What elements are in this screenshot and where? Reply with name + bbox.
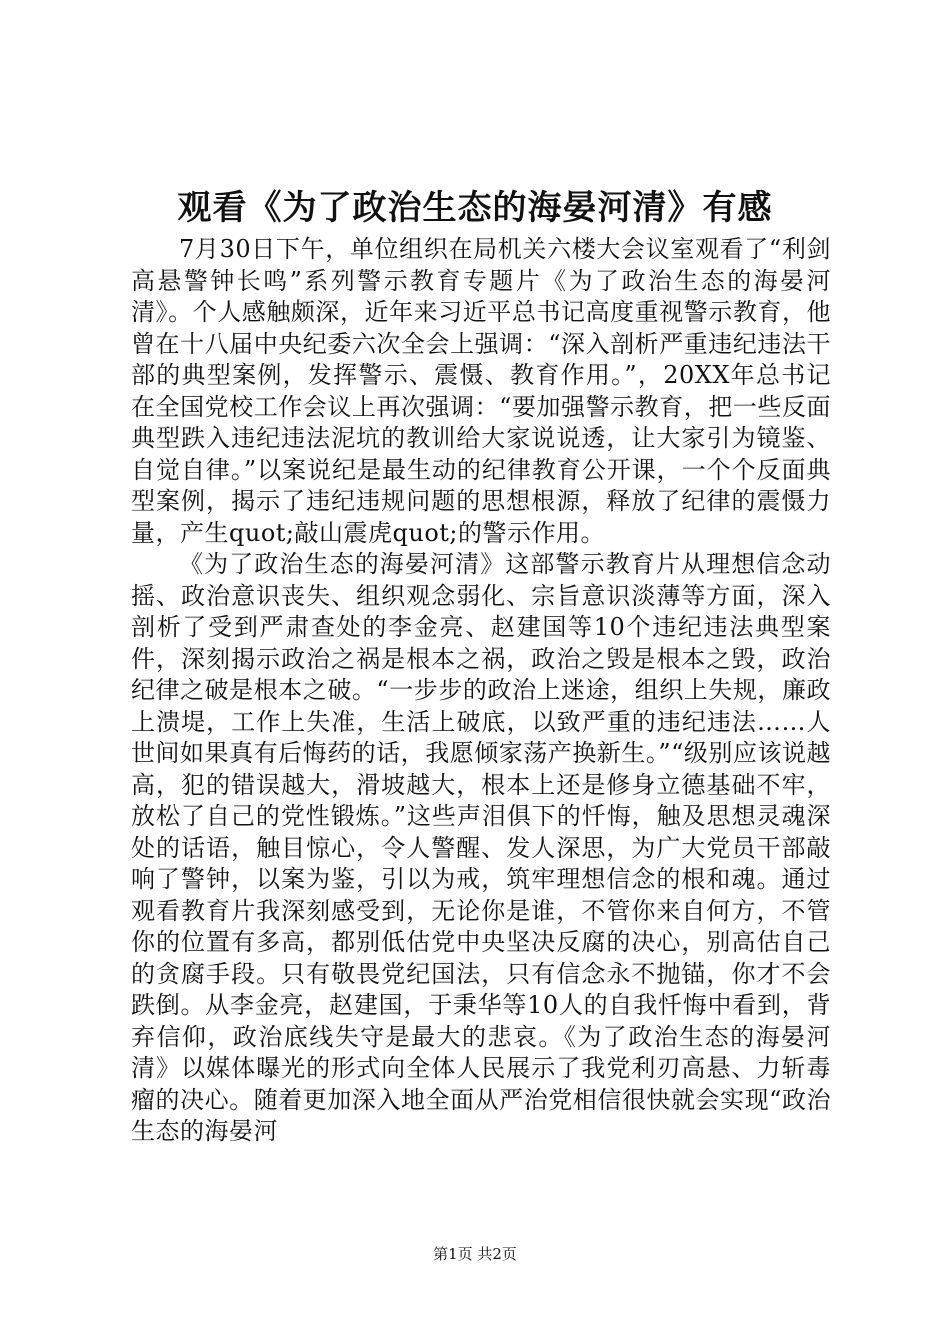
paragraph-2: 《为了政治生态的海晏河清》这部警示教育片从理想信念动摇、政治意识丧失、组织观念弱化、宗旨意识淡薄等方面，深入剖析了受到严肃查处的李金亮、赵建国等10个违纪违法典型案件，深刻揭示政治之祸是根本之祸，政治之毁是根本之毁，政治纪律之破是根本之破。“一步步的政治上迷途，组织上失规，廉政上溃堤，工作上失准，生活上破底，以致严重的违纪违法……人世间如果真有后悔药的话，我愿倾家荡产换新生。”“级别应该说越高，犯的错误越大，滑坡越大，根本上还是修身立德基础不牢，放松了自己的党性锻炼。”这些声泪俱下的忏悔，触及思想灵魂深处的话语，触目惊心，令人警醒、发人深思，为广大党员干部敲响了警钟，以案为鉴，引以为戒，筑牢理想信念的根和魂。通过观看教育片我深刻感受到，无论你是谁，不管你来自何方，不管你的位置有多高，都别低估党中央坚决反腐的决心，别高估自己的贪腐手段。只有敬畏党纪国法，只有信念永不抛锚，你才不会跌倒。从李金亮，赵建国，于秉华等10人的自我忏悔中看到，背弃信仰，政治底线失守是最大的悲哀。《为了政治生态的海晏河清》以媒体曝光的形式向全体人民展示了我党利刃高悬、力斩毒瘤的决心。随着更加深入地全面从严治党相信很快就会实现“政治生态的海晏河: [131, 550, 831, 1145]
document-title: 观看《为了政治生态的海晏河清》有感: [177, 188, 773, 228]
paragraph-1: 7月30日下午，单位组织在局机关六楼大会议室观看了“利剑高悬警钟长鸣”系列警示教育专题片《为了政治生态的海晏河清》。个人感触颇深，近年来习近平总书记高度重视警示教育，他曾在十八届中央纪委六次全会上强调：“深入剖析严重违纪违法干部的典型案例，发挥警示、震慑、教育作用。”，20XX年总书记在全国党校工作会议上再次强调：“要加强警示教育，把一些反面典型跌入违纪违法泥坑的教训给大家说说透，让大家引为镜鉴、自觉自律。”以案说纪是最生动的纪律教育公开课，一个个反面典型案例，揭示了违纪违规问题的思想根源，释放了纪律的震慑力量，产生quot;敲山震虎quot;的警示作用。: [131, 235, 831, 547]
page-footer: 第1页 共2页: [433, 1245, 517, 1263]
document-body: [131, 234, 831, 1148]
